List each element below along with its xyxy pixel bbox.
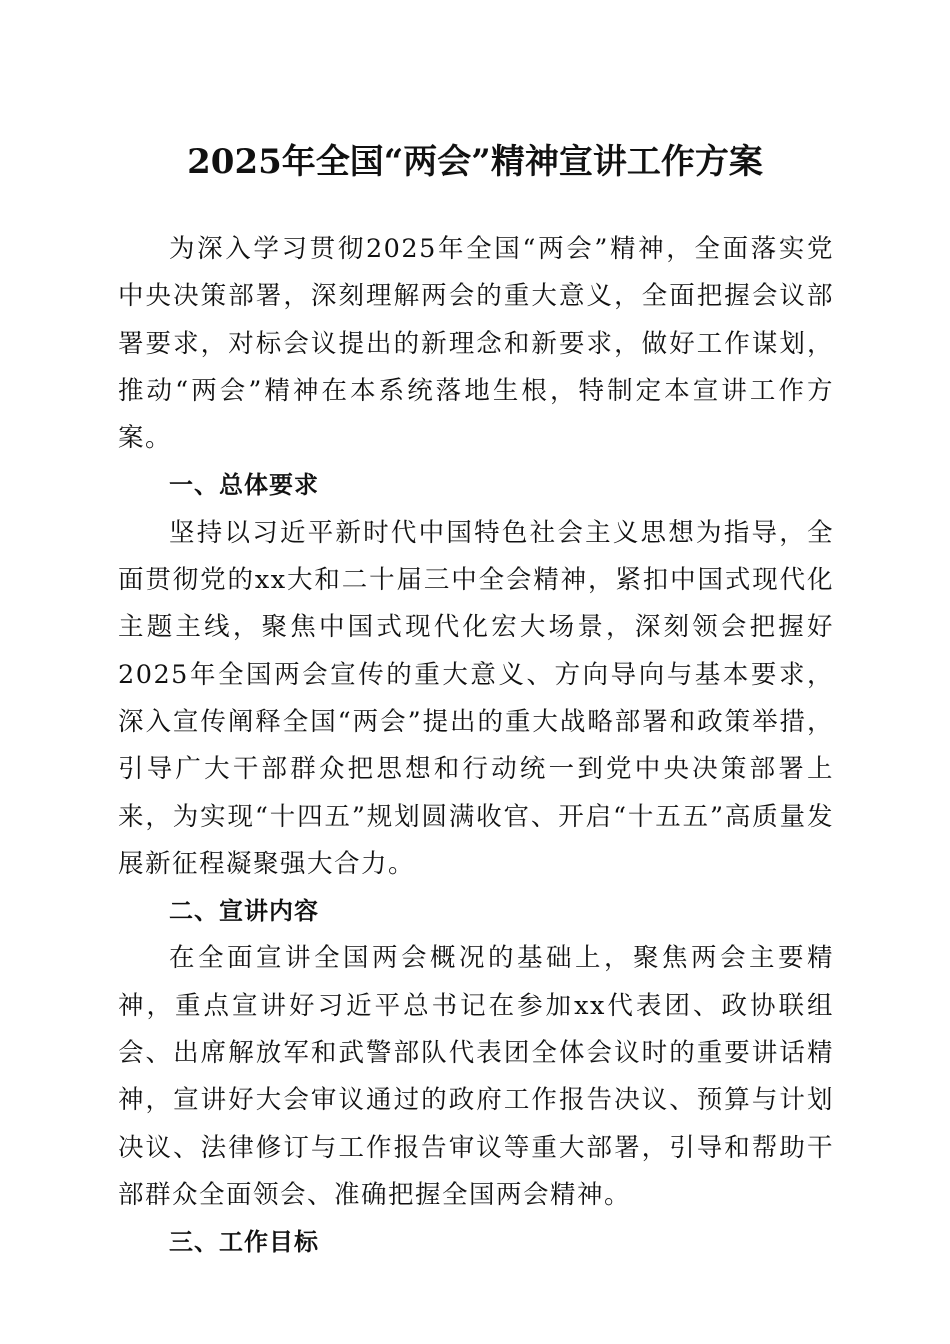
document-body (118, 226, 834, 1267)
section-heading-content: 二、宣讲内容 (169, 897, 319, 926)
intro-paragraph: 为深入学习贯彻2025年全国“两会”精神，全面落实党中央决策部署，深刻理解两会的重大意义，全面把握会议部署要求，对标会议提出的新理念和新要求，做好工作谋划，推动“两会”精神在本系统落地生根，特制定本宣讲工作方案。 (118, 234, 834, 454)
section-text-general-requirements: 坚持以习近平新时代中国特色社会主义思想为指导，全面贯彻党的xx大和二十届三中全会精神，紧扣中国式现代化主题主线，聚焦中国式现代化宏大场景，深刻领会把握好2025年全国两会宣传的重大意义、方向导向与基本要求，深入宣传阐释全国“两会”提出的重大战略部署和政策举措，引导广大干部群众把思想和行动统一到党中央决策部署上来，为实现“十四五”规划圆满收官、开启“十五五”高质量发展新征程凝聚强大合力。 (118, 517, 834, 879)
section-text-content: 在全面宣讲全国两会概况的基础上，聚焦两会主要精神，重点宣讲好习近平总书记在参加xx代表团、政协联组会、出席解放军和武警部队代表团全体会议时的重要讲话精神，宣讲好大会审议通过的政府工作报告决议、预算与计划决议、法律修订与工作报告审议等重大部署，引导和帮助干部群众全面领会、准确把握全国两会精神。 (118, 943, 834, 1210)
section-heading-goals: 三、工作目标 (169, 1228, 319, 1257)
section-heading-general-requirements: 一、总体要求 (169, 471, 319, 500)
document-title: 2025年全国“两会”精神宣讲工作方案 (187, 142, 763, 182)
